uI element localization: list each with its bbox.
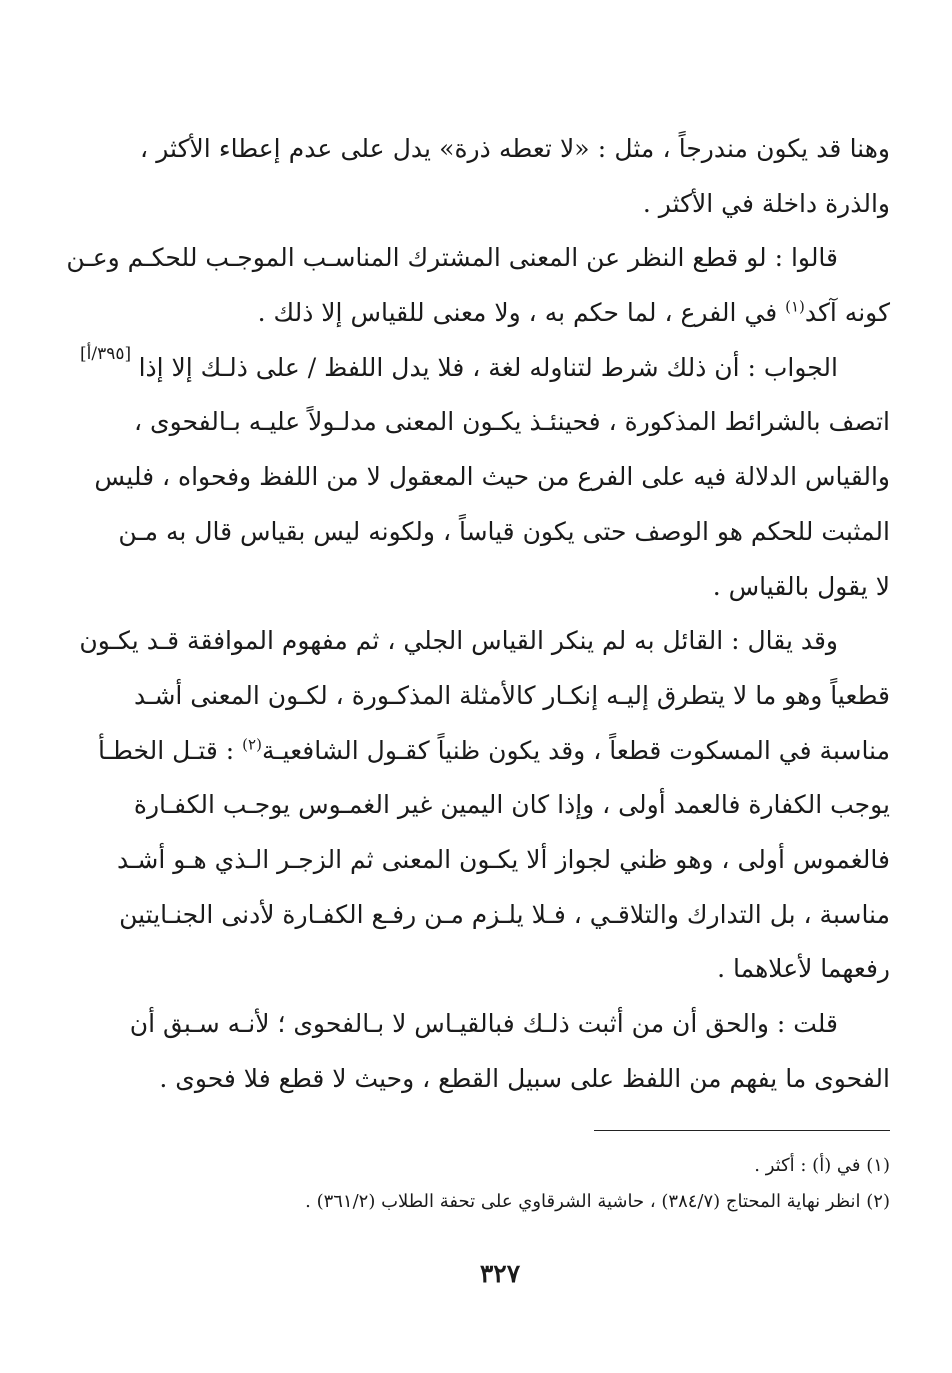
text-line-16: رفعهما لأعلاهما . (717, 954, 890, 984)
footnote-separator (594, 1130, 890, 1131)
page-number: ٣٢٧ (479, 1259, 521, 1288)
footnote-1: (١) في (أ) : أكثر . (754, 1155, 890, 1176)
text-line-8: المثبت للحكم هو الوصف حتى يكون قياساً ، ولكونه ليس بقياس قال به مـن (118, 516, 890, 546)
folio-reference: [٣٩٥/أ] (80, 344, 132, 364)
text-line-10: وقد يقال : القائل به لم ينكر القياس الجلي ، ثم مفهوم الموافقة قـد يكـون (79, 626, 838, 656)
footnotes (130, 1148, 890, 1220)
text-line-14: فالغموس أولى ، وهو ظني لجواز ألا يكـون المعنى ثم الزجـر الـذي هـو أشـد (116, 844, 890, 874)
text-line-4-end: في الفرع ، لما حكم به ، ولا معنى للقياس إلا ذلك . (257, 298, 786, 328)
footnote-ref-2: (٢) (242, 735, 262, 754)
text-line-6: اتصف بالشرائط المذكورة ، فحينئـذ يكـون المعنى مدلـولاً عليـه بـالفحوى ، (134, 407, 890, 437)
text-line-3: قالوا : لو قطع النظر عن المعنى المشترك المناسـب الموجـب للحكـم وعـن (66, 243, 838, 273)
footnote-ref-1: (١) (785, 297, 805, 316)
text-line-13: يوجب الكفارة فالعمد أولى ، وإذا كان اليمين غير الغمـوس يوجـب الكفـارة (133, 790, 890, 820)
text-line-15: مناسبة ، بل التدارك والتلاقـي ، فـلا يلـزم مـن رفـع الكفـارة لأدنى الجنـايتين (119, 899, 890, 929)
text-line-5: الجواب : أن ذلك شرط لتناوله لغة ، فلا يدل اللفظ / على ذلـك إلا إذا (138, 352, 838, 382)
text-line-2: والذرة داخلة في الأكثر . (642, 188, 890, 218)
text-line-1: وهنا قد يكون مندرجاً ، مثل : «لا تعطه ذرة» يدل على عدم إعطاء الأكثر ، (140, 134, 890, 163)
text-line-4-start: كونه آكد (804, 298, 890, 328)
text-line-12-end: : قتـل الخطـأ (98, 735, 243, 765)
text-line-18: الفحوى ما يفهم من اللفظ على سبيل القطع ، وحيث لا قطع فلا فحوى . (159, 1063, 890, 1093)
footnote-2: (٢) انظر نهاية المحتاج (٣٨٤/٧) ، حاشية الشرقاوي على تحفة الطلاب (٣٦١/٢) . (305, 1191, 890, 1212)
text-line-11: قطعياً وهو ما لا يتطرق إليـه إنكـار كالأمثلة المذكـورة ، لكـون المعنى أشـد (134, 680, 890, 710)
text-line-12-start: مناسبة في المسكوت قطعاً ، وقد يكون ظنياً كقـول الشافعيـة (261, 735, 890, 765)
text-line-17: قلت : والحق أن من أثبت ذلـك فبالقيـاس لا بـالفحوى ؛ لأنـه سـبق أن (129, 1009, 838, 1038)
text-line-9: لا يقول بالقياس . (712, 571, 890, 601)
text-line-7: والقياس الدلالة فيه على الفرع من حيث المعقول لا من اللفظ وفحواه ، فليس (94, 462, 890, 492)
text-line-12 (98, 724, 890, 779)
text-line-4 (140, 286, 890, 341)
